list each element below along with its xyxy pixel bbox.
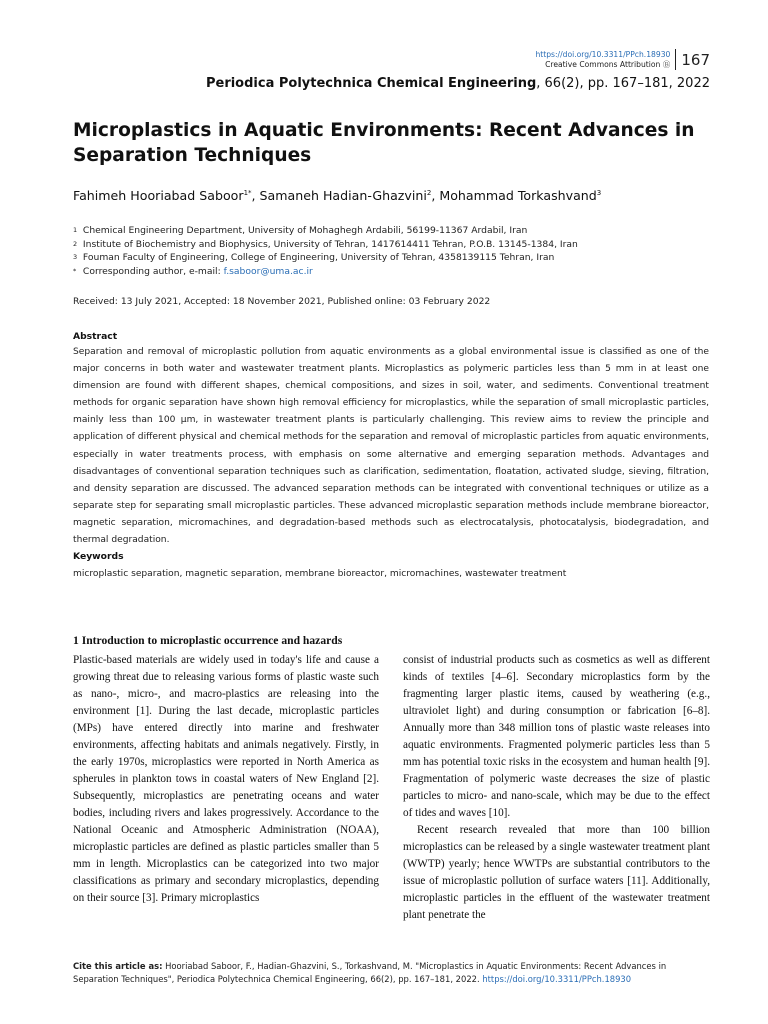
publication-dates: Received: 13 July 2021, Accepted: 18 November 2021, Published online: 03 February 2022 <box>73 296 491 307</box>
keywords-text: microplastic separation, magnetic separation, membrane bioreactor, micromachines, wastewater treatment <box>73 569 567 579</box>
citation-doi-link[interactable]: https://doi.org/10.3311/PPch.18930 <box>482 973 632 984</box>
affiliation-mark: 1 <box>73 226 78 234</box>
corresponding-email-link[interactable]: f.saboor@uma.ac.ir <box>223 265 313 277</box>
article-title: Microplastics in Aquatic Environments: Recent Advances in Separation Techniques <box>73 120 695 166</box>
author-mark: 2 <box>426 188 432 197</box>
author-name: Fahimeh Hooriabad Saboor <box>73 188 244 203</box>
author-name: Mohammad Torkashvand <box>439 188 597 203</box>
page-number: 167 <box>681 50 710 69</box>
corresponding-author <box>73 265 578 279</box>
body-paragraph: consist of industrial products such as cosmetics as well as different kinds of textiles [4–6]. Secondary microplastics form by the fragmenting larger plastic items, caused by weathering (e.g., ultraviolet light) and during consumption or fabrication [6–8]. Annually more than 348 million tons of plastic waste releases into aquatic environments. Fragmented polymeric particles less than 5 mm has potential toxic risks in the ecosystem and human health [9]. Fragmentation of polymeric waste decreases the size of plastic particles to micro- and nano-scale, which may be due to the effect of tides and waves [10]. <box>403 654 710 819</box>
citation-text: Hooriabad Saboor, F., Hadian-Ghazvini, S., Torkashvand, M. "Microplastics in Aquatic Environments: Recent Advances in Separation Techniques", Periodica Polytechnica Chemical Engineering, 66(2), pp. 167–181, 2022. <box>73 961 667 984</box>
citation-label: Cite this article as: <box>73 961 163 971</box>
license-text: Creative Commons Attribution Ⓑ <box>545 59 671 69</box>
author-separator: , <box>431 188 440 203</box>
author-list <box>73 188 601 203</box>
keywords-heading: Keywords <box>73 551 124 562</box>
left-column <box>73 652 379 907</box>
affiliation-item <box>73 251 578 265</box>
page-header <box>535 49 710 70</box>
header-doi-link[interactable]: https://doi.org/10.3311/PPch.18930 <box>535 49 671 59</box>
abstract-text: Separation and removal of microplastic pollution from aquatic environments as a global environmental issue is classified as one of the major concerns in both water and wastewater treatment plants. Microplastics as polymeric particles less than 5 mm in at least one dimension are found with different shapes, chemical compositions, and sizes in soil, water, and sediments. Conventional treatment methods for organic separation have shown high removal efficiency for microplastics, while the separation of small microplastic particles, mainly less than 100 µm, in wastewater treatment plants is particularly challenging. This review aims to review the principle and application of different physical and chemical methods for the separation and removal of microplastic particles from aquatic environments, especially in water treatments process, with emphasis on some alternative and emerging separation methods. Advantages and disadvantages of conventional separation techniques such as clarification, sedimentation, floatation, activated sludge, sieving, filtration, and density separation are discussed. The advanced separation methods can be integrated with conventional techniques or utilize as a separate step for separating small microplastic particles. These advanced microplastic separation methods include membrane bioreactor, magnetic separation, micromachines, and degradation-based methods such as electrocatalysis, photocatalysis, biodegradation, and thermal degradation. <box>73 347 709 546</box>
affiliation-text: Chemical Engineering Department, University of Mohaghegh Ardabili, 56199-11367 Ardabil, Iran <box>82 225 528 236</box>
affiliation-text: Institute of Biochemistry and Biophysics, University of Tehran, 1417614411 Tehran, P.O.B. 13145-1384, Iran <box>82 238 578 250</box>
affiliation-item <box>73 224 578 238</box>
affiliation-mark: 3 <box>73 253 78 261</box>
journal-name: Periodica Polytechnica Chemical Engineering <box>205 76 537 91</box>
section-heading: 1 Introduction to microplastic occurrence and hazards <box>73 634 343 647</box>
citation-block <box>73 960 713 985</box>
author-mark: 3 <box>596 188 602 197</box>
affiliation-item <box>73 238 578 252</box>
author-mark: 1* <box>243 188 252 197</box>
header-divider <box>675 49 676 70</box>
author-separator: , <box>251 188 260 203</box>
body-paragraph: Recent research revealed that more than 100 billion microplastics can be released by a single wastewater treatment plant (WWTP) yearly; hence WWTPs are substantial contributors to the issue of microplastic pollution of surface waters [11]. Additionally, microplastic particles in the effluent of the wastewater treatment plant penetrate the <box>403 824 710 921</box>
journal-issue: , 66(2), pp. 167–181, 2022 <box>536 76 710 91</box>
affiliation-mark: 2 <box>73 239 78 248</box>
body-paragraph: Plastic-based materials are widely used in today's life and cause a growing threat due to releasing various forms of plastic waste such as nano-, micro-, and macro-plastics are releasing into the environment [1]. During the last decade, microplastic particles (MPs) have entered directly into marine and freshwater environments, affecting habitats and animals negatively. Firstly, in the early 1970s, microplastics were reported in North America as spherules in plankton tows in coastal waters of New England [2]. Subsequently, microplastics are penetrating oceans and water bodies, including rivers and lakes progressively. Accordance to the National Oceanic and Atmospheric Administration (NOAA), microplastic particles are defined as plastic particles smaller than 5 mm in length. Microplastics can be categorized into two major classifications as primary and secondary microplastics, depending on their source [3]. Primary microplastics <box>73 654 379 904</box>
right-column <box>403 652 710 924</box>
affiliations <box>73 224 578 278</box>
corresponding-mark: * <box>73 266 77 275</box>
affiliation-text: Fouman Faculty of Engineering, College of Engineering, University of Tehran, 4358139115 Tehran, Iran <box>82 252 555 263</box>
journal-line <box>206 76 710 91</box>
corresponding-label: Corresponding author, e-mail: <box>82 265 224 277</box>
author-name: Samaneh Hadian-Ghazvini <box>259 188 427 203</box>
header-meta <box>535 50 670 70</box>
abstract-heading: Abstract <box>73 331 118 342</box>
